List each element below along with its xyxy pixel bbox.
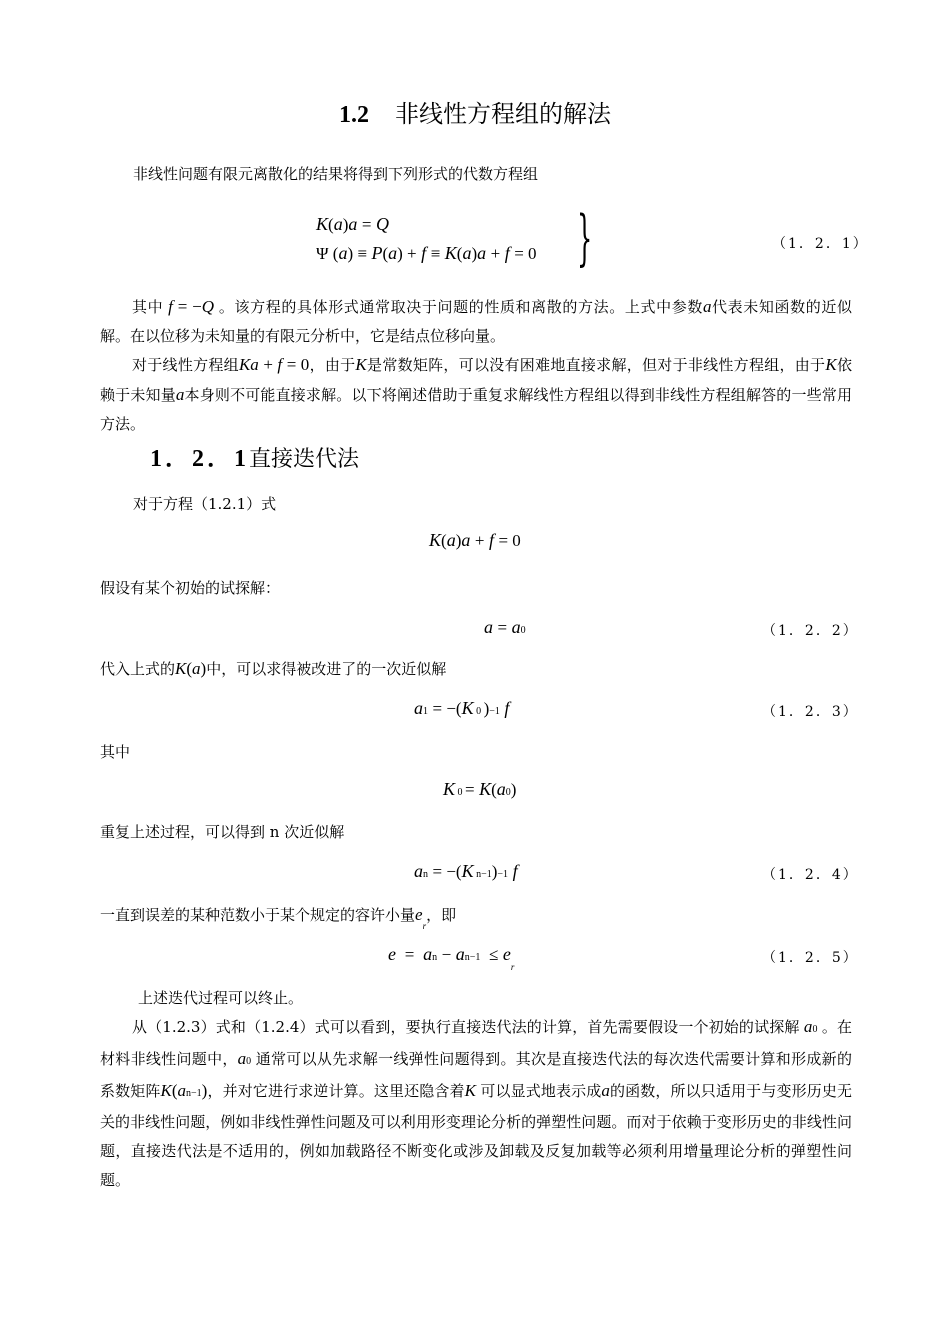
para1-math-2: a (702, 297, 712, 316)
lead-text-2: 假设有某个初始的试探解： (100, 579, 281, 597)
para4-math-1: a0 (799, 1017, 818, 1036)
para4-text-6: 的函数，所以只适用于与变形历史无关的非线性问题，例如非线性弹性问题及可以利用形变理论分析的弹塑性问题。而对于依赖于变形历史的非线性问题，直接迭代法是不适用的，例如加载路径不断变化或涉及卸载及反复加载等必须利用增量理论分析的弹塑性问题。 (100, 1082, 852, 1189)
eq124: an = −(K n−1)−1 f (414, 861, 518, 881)
eq124-number: （1．2．4） (762, 867, 859, 883)
eq121-number: （1．2．1） (772, 236, 869, 252)
eq123-number: （1．2．3） (762, 704, 859, 720)
lead3-text-2: 中，可以求得被改进了的一次近似解 (206, 660, 447, 678)
paragraph-1 (100, 292, 852, 351)
lead-text-5: 重复上述过程，可以得到 n 次近似解 (100, 823, 345, 841)
eq-main: K(a)a + f = 0 (429, 530, 521, 550)
para1-text-2: 。该方程的具体形式通常取决于问题的性质和离散的方法。上式中参数 (218, 298, 703, 316)
eq123: a1 = −(K 0 )−1 f (414, 698, 510, 718)
lead-text-4: 其中 (100, 743, 131, 761)
lead3-text-1: 代入上式的 (100, 660, 176, 678)
paragraph-4 (100, 1012, 852, 1195)
paragraph-3: 上述迭代过程可以终止。 (138, 989, 304, 1007)
eq-k0: K 0 = K(a0) (443, 779, 517, 799)
eq121-brace: } (577, 203, 593, 273)
lead-text-1: 对于方程（1.2.1）式 (133, 495, 277, 513)
section-heading (150, 438, 359, 473)
eq125: e = an − $an-1 \le e_r$ (388, 944, 515, 972)
eq122: a = a0 (484, 617, 526, 637)
para4-text-5: 可以显式地表示成 (480, 1082, 602, 1100)
para1-text-1: 其中 (132, 298, 164, 316)
eq121-line2: Ψ (a) ≡ P(a) + f ≡ K(a)a + f = 0 (316, 243, 537, 263)
para4-math-4: K (464, 1081, 481, 1100)
para2-text-5: 本身则不可能直接求解。以下将阐述借助于重复求解线性方程组以得到非线性方程组解答的一些常用方法。 (100, 386, 852, 433)
eq125-number: （1．2．5） (762, 950, 859, 966)
intro-text: 非线性问题有限元离散化的结果将得到下列形式的代数方程组 (133, 165, 539, 183)
lead-text-6 (100, 900, 456, 932)
lead6-text-1: 一直到误差的某种范数小于某个规定的容许小量 (100, 906, 416, 924)
eq121-line1: K(a)a = Q (316, 214, 389, 234)
section-title: 直接迭代法 (249, 447, 360, 472)
para2-text-3: 是常数矩阵，可以没有困难地直接求解，但对于非线性方程组，由于 (366, 356, 826, 374)
para1-math-1: f = −Q (163, 297, 219, 316)
lead-text-3 (100, 654, 446, 684)
para2-math-1: Ka + f = 0 (238, 355, 310, 374)
para4-text-2: 。在材料非线性问题中， (100, 1018, 852, 1068)
para2-text-2: ，由于 (309, 356, 356, 374)
paragraph-2 (100, 350, 852, 439)
eq122-number: （1．2．2） (762, 623, 859, 639)
para2-text-1: 对于线性方程组 (132, 356, 239, 374)
para4-text-1: 从（1.2.3）式和（1.2.4）式可以看到，要执行直接迭代法的计算，首先需要假设一个初始的试探解 (132, 1018, 800, 1036)
para2-math-3: K (825, 355, 837, 374)
para4-math-3: K(an−1) (160, 1081, 208, 1100)
title-number: 1.2 (339, 102, 369, 128)
para2-text-4: 依赖于未知量 (100, 356, 852, 404)
para2-math-2: K (355, 355, 367, 374)
section-number: 1．2．1 (150, 446, 249, 472)
lead6-math: $e_r$ (415, 905, 427, 931)
para4-text-3: 通常可以从先求解一线弹性问题得到。其次是直接迭代法的每次迭代需要计算和形成新的系数矩阵 (100, 1050, 852, 1100)
title-text: 非线性方程组的解法 (395, 100, 611, 128)
para4-math-2: a0 (237, 1049, 252, 1068)
para2-math-4: a (175, 385, 185, 404)
para1-text-3: 代表未知函数的近似解。在以位移为未知量的有限元分析中，它是结点位移向量。 (100, 298, 852, 345)
page-title (0, 94, 950, 129)
para4-text-4: ，并对它进行求逆计算。这里还隐含着 (207, 1082, 465, 1100)
para4-math-5: a (601, 1081, 610, 1100)
lead3-math: K(a) (175, 659, 207, 678)
lead6-text-2: ，即 (426, 906, 457, 924)
